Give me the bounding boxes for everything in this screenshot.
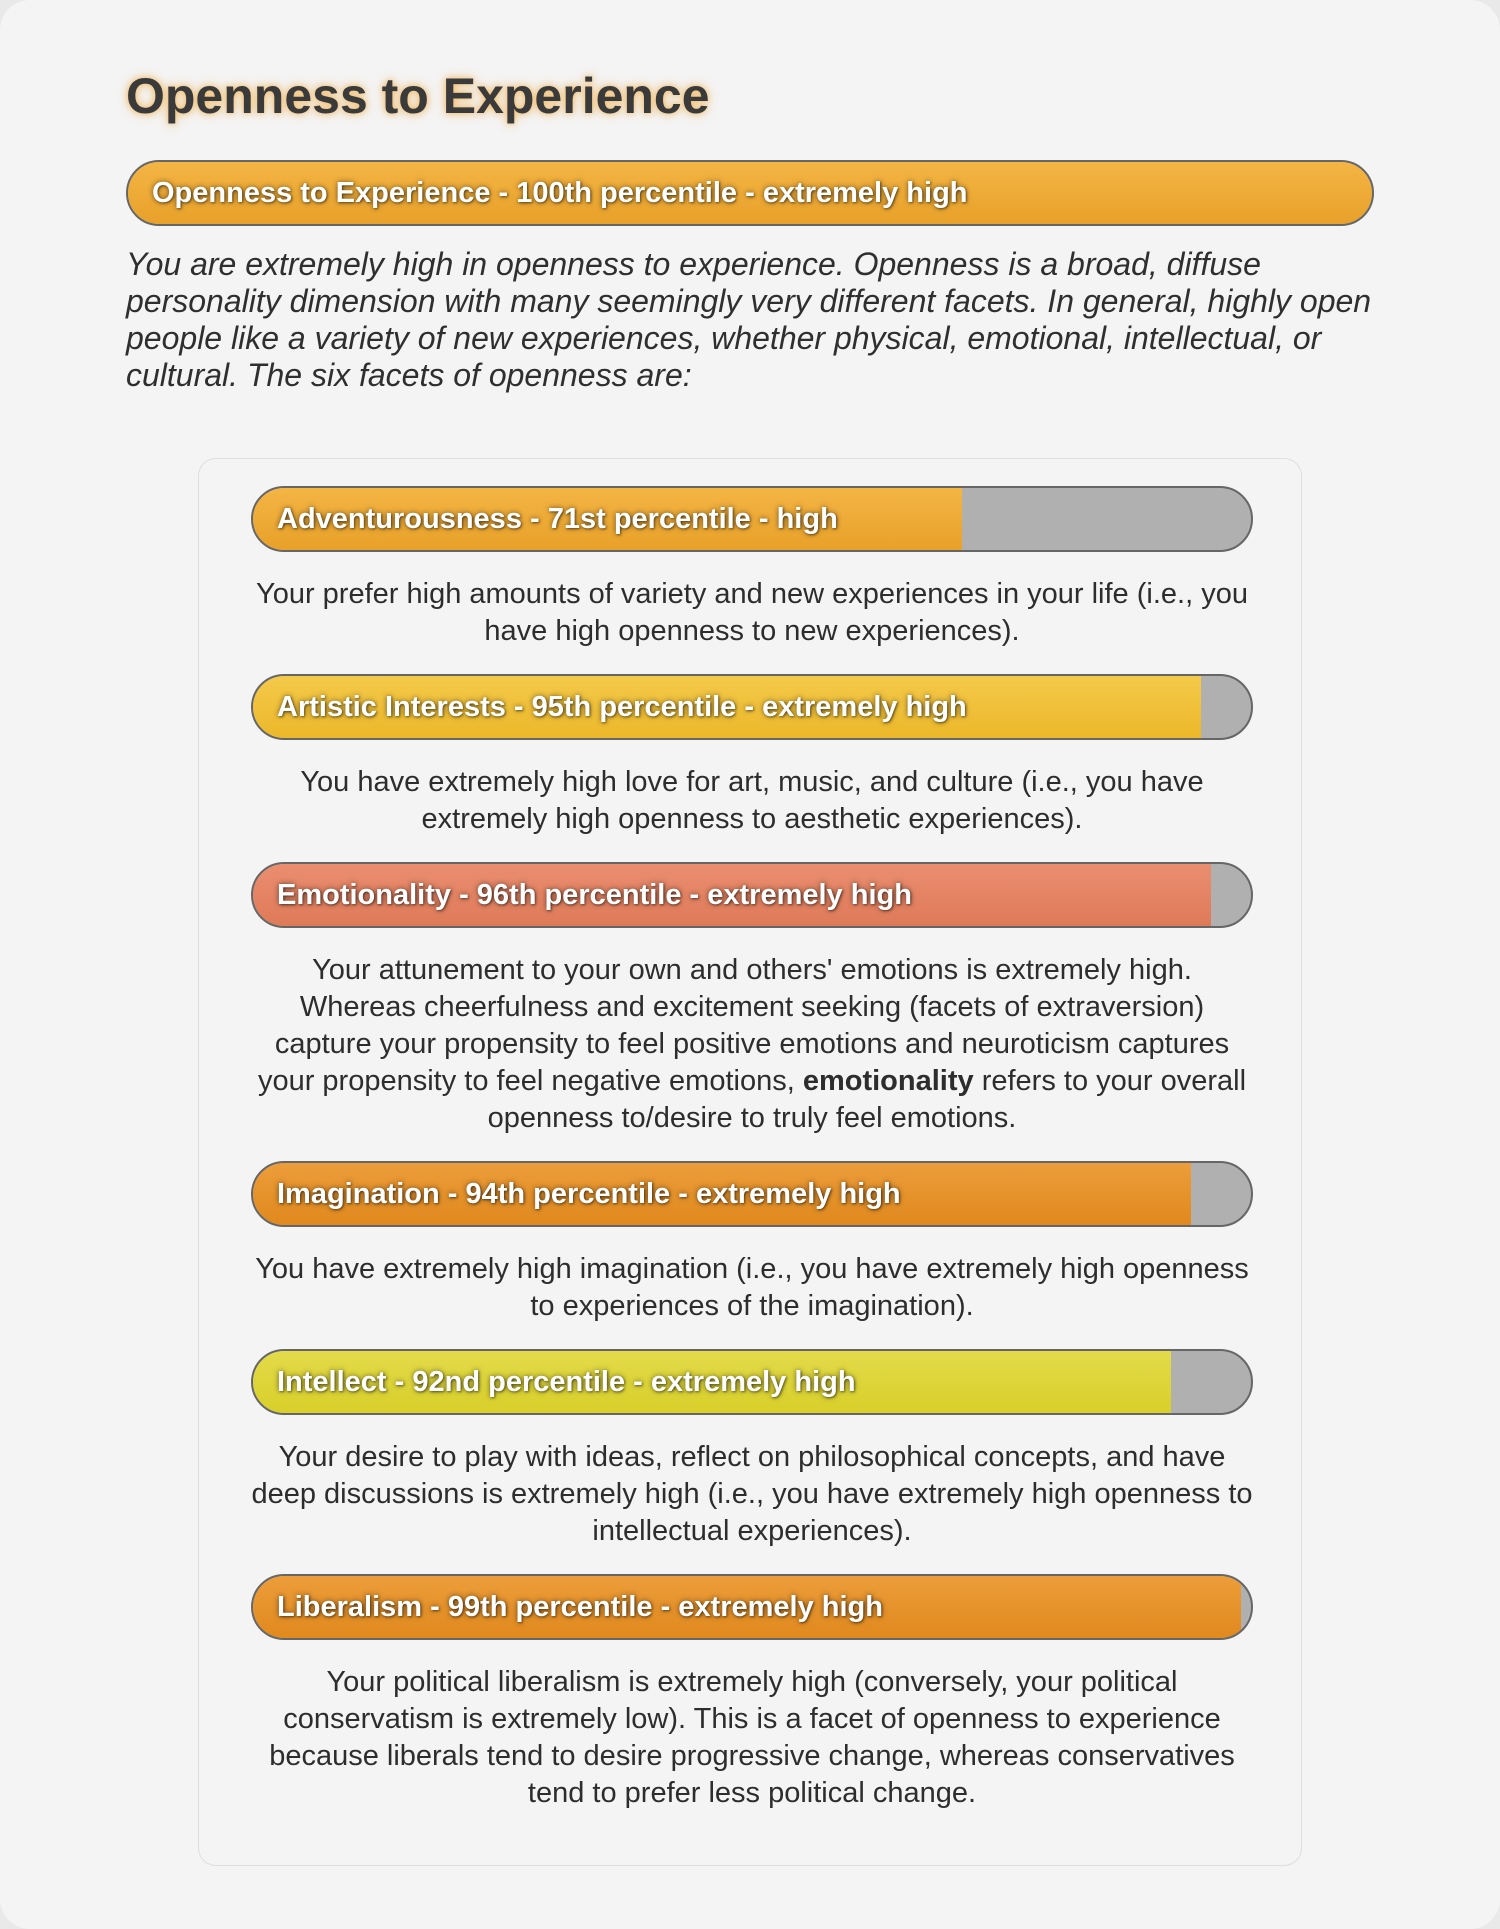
- facet-bar-label: Artistic Interests - 95th percentile - extremely high: [277, 690, 967, 723]
- facet-percentile-bar: [251, 1349, 1253, 1415]
- facet-description: You have extremely high love for art, music, and culture (i.e., you have extremely high openness to aesthetic experiences).: [300, 766, 1204, 835]
- facet-percentile-bar: [251, 486, 1253, 552]
- overall-bar-label: Openness to Experience - 100th percentile - extremely high: [152, 176, 968, 209]
- facet-description: [251, 952, 1253, 1137]
- facet-artistic-interests: [251, 674, 1253, 838]
- facet-percentile-bar: [251, 862, 1253, 928]
- facet-imagination: [251, 1161, 1253, 1325]
- facet-description: Your prefer high amounts of variety and new experiences in your life (i.e., you have high openness to new experiences).: [256, 578, 1248, 647]
- facet-percentile-bar: [251, 674, 1253, 740]
- facet-description-emphasis: emotionality: [802, 1065, 974, 1097]
- facet-percentile-bar: [251, 1161, 1253, 1227]
- facet-bar-label: Adventurousness - 71st percentile - high: [277, 502, 838, 535]
- overall-percentile-bar: [126, 160, 1374, 226]
- facet-emotionality: [251, 862, 1253, 1137]
- facet-liberalism: [251, 1574, 1253, 1812]
- facet-description: Your political liberalism is extremely high (conversely, your political conservatism is extremely low). This is a facet of openness to experience because liberals tend to desire progressive change, whereas conservatives tend to prefer less political change.: [269, 1666, 1235, 1809]
- facet-adventurousness: [251, 486, 1253, 650]
- facet-description-text-end: refers to your overall openness to/desire to truly feel emotions.: [487, 1065, 1247, 1134]
- facets-panel: [198, 458, 1302, 1866]
- facet-bar-label: Liberalism - 99th percentile - extremely high: [277, 1590, 883, 1623]
- facet-description: Your desire to play with ideas, reflect on philosophical concepts, and have deep discussions is extremely high (i.e., you have extremely high openness to intellectual experiences).: [251, 1441, 1253, 1547]
- facet-description: You have extremely high imagination (i.e., you have extremely high openness to experiences of the imagination).: [255, 1253, 1249, 1322]
- overall-description: You are extremely high in openness to experience. Openness is a broad, diffuse personality dimension with many seemingly very different facets. In general, highly open people like a variety of new experiences, whether physical, emotional, intellectual, or cultural. The six facets of openness are:: [126, 246, 1372, 393]
- page-title: Openness to Experience: [126, 68, 710, 124]
- facet-bar-label: Intellect - 92nd percentile - extremely high: [277, 1365, 856, 1398]
- facet-bar-label: Emotionality - 96th percentile - extremely high: [277, 878, 912, 911]
- facet-percentile-bar: [251, 1574, 1253, 1640]
- facet-bar-label: Imagination - 94th percentile - extremely high: [277, 1177, 901, 1210]
- facet-intellect: [251, 1349, 1253, 1550]
- facet-description-text: Your attunement to your own and others' emotions is extremely high. Whereas cheerfulness and excitement seeking (facets of extraversion) capture your propensity to feel positive emotions and neuroticism captures your propensity to feel negative emotions,: [257, 954, 1230, 1097]
